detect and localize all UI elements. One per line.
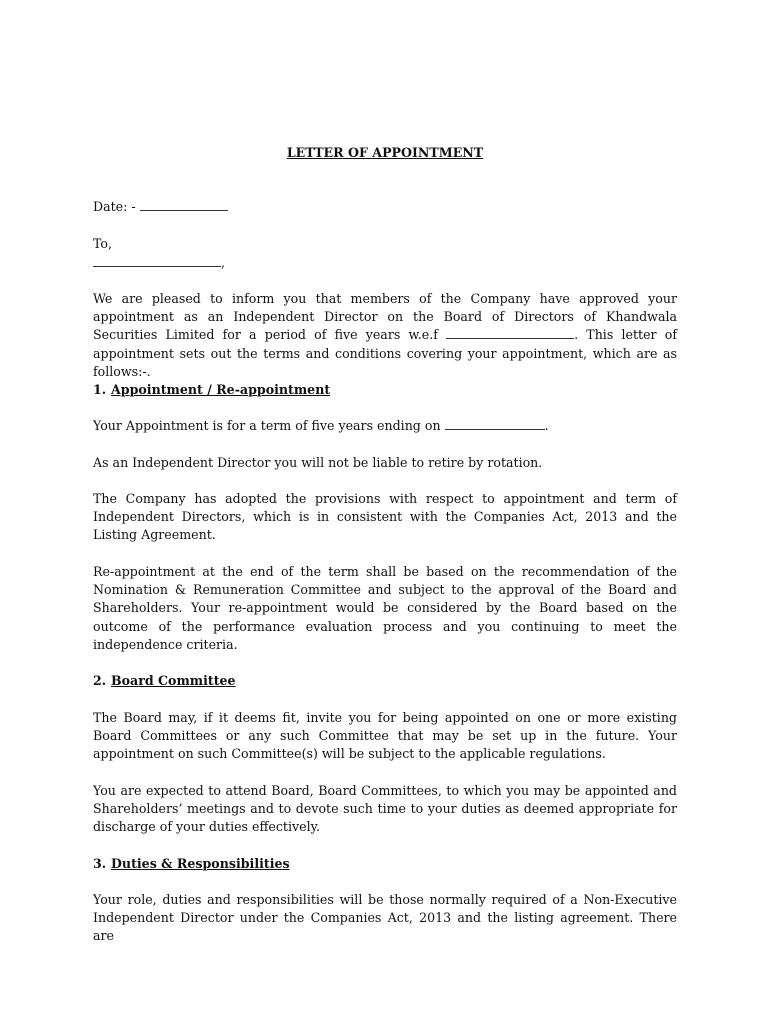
date-blank (140, 198, 228, 211)
section-1-term-end: . (544, 418, 549, 433)
section-3-number: 3. (93, 856, 107, 871)
section-1-paragraph: As an Independent Director you will not be liable to retire by rotation. (93, 455, 543, 470)
section-1-number: 1. (93, 382, 107, 397)
section-1-paragraph: The Company has adopted the provisions with respect to appointment and term of Independent Directors, which is in consistent with the Companies Act, 2013 and the Listing Agreement. (93, 491, 677, 543)
section-3-title: Duties & Responsibilities (111, 856, 290, 871)
recipient-address (93, 254, 225, 272)
section-2-paragraph: The Board may, if it deems fit, invite you for being appointed on one or more existing Board Committees or any such Committee that may be set up in the future. Your appointment on such Committee(s) will be subject to the applicable regulations. (93, 710, 677, 762)
recipient-to: To, (93, 236, 113, 251)
section-3-paragraph: Your role, duties and responsibilities will be those normally required of a Non-Executive Independent Director under the Companies Act, 2013 and the listing agreement. There are (93, 892, 677, 944)
intro-paragraph (93, 290, 677, 381)
section-1-term-text: Your Appointment is for a term of five years ending on (93, 418, 441, 433)
document-title: LETTER OF APPOINTMENT (286, 145, 484, 160)
term-end-blank (445, 417, 545, 430)
address-blank (93, 254, 221, 267)
section-2-number: 2. (93, 673, 107, 688)
section-2-title: Board Committee (111, 673, 236, 688)
section-1-term (93, 417, 677, 435)
section-2-paragraph: You are expected to attend Board, Board Committees, to which you may be appointed and Shareholders’ meetings and to devote such time to your duties as deemed appropriate for discharge of your duties effectively. (93, 783, 677, 835)
date-field (93, 198, 228, 216)
section-3-heading (93, 855, 290, 873)
section-1-heading (93, 381, 330, 399)
section-2-heading (93, 672, 236, 690)
address-comma: , (221, 255, 226, 270)
section-1-title: Appointment / Re-appointment (111, 382, 331, 397)
intro-text-2: . This letter of appointment sets out the terms and conditions covering your appointment, which are as follows:-. (93, 327, 677, 379)
date-label: Date: - (93, 199, 136, 214)
effective-date-blank (446, 326, 574, 339)
section-1-paragraph: Re-appointment at the end of the term shall be based on the recommendation of the Nomination & Remuneration Committee and subject to the approval of the Board and Shareholders. Your re-appointment would be considered by the Board based on the outcome of the performance evaluation process and you continuing to meet the independence criteria. (93, 564, 677, 652)
intro-text-1: We are pleased to inform you that members of the Company have approved your appointment as an Independent Director on the Board of Directors of Khandwala Securities Limited for a period of five years w.e.f (93, 291, 677, 343)
